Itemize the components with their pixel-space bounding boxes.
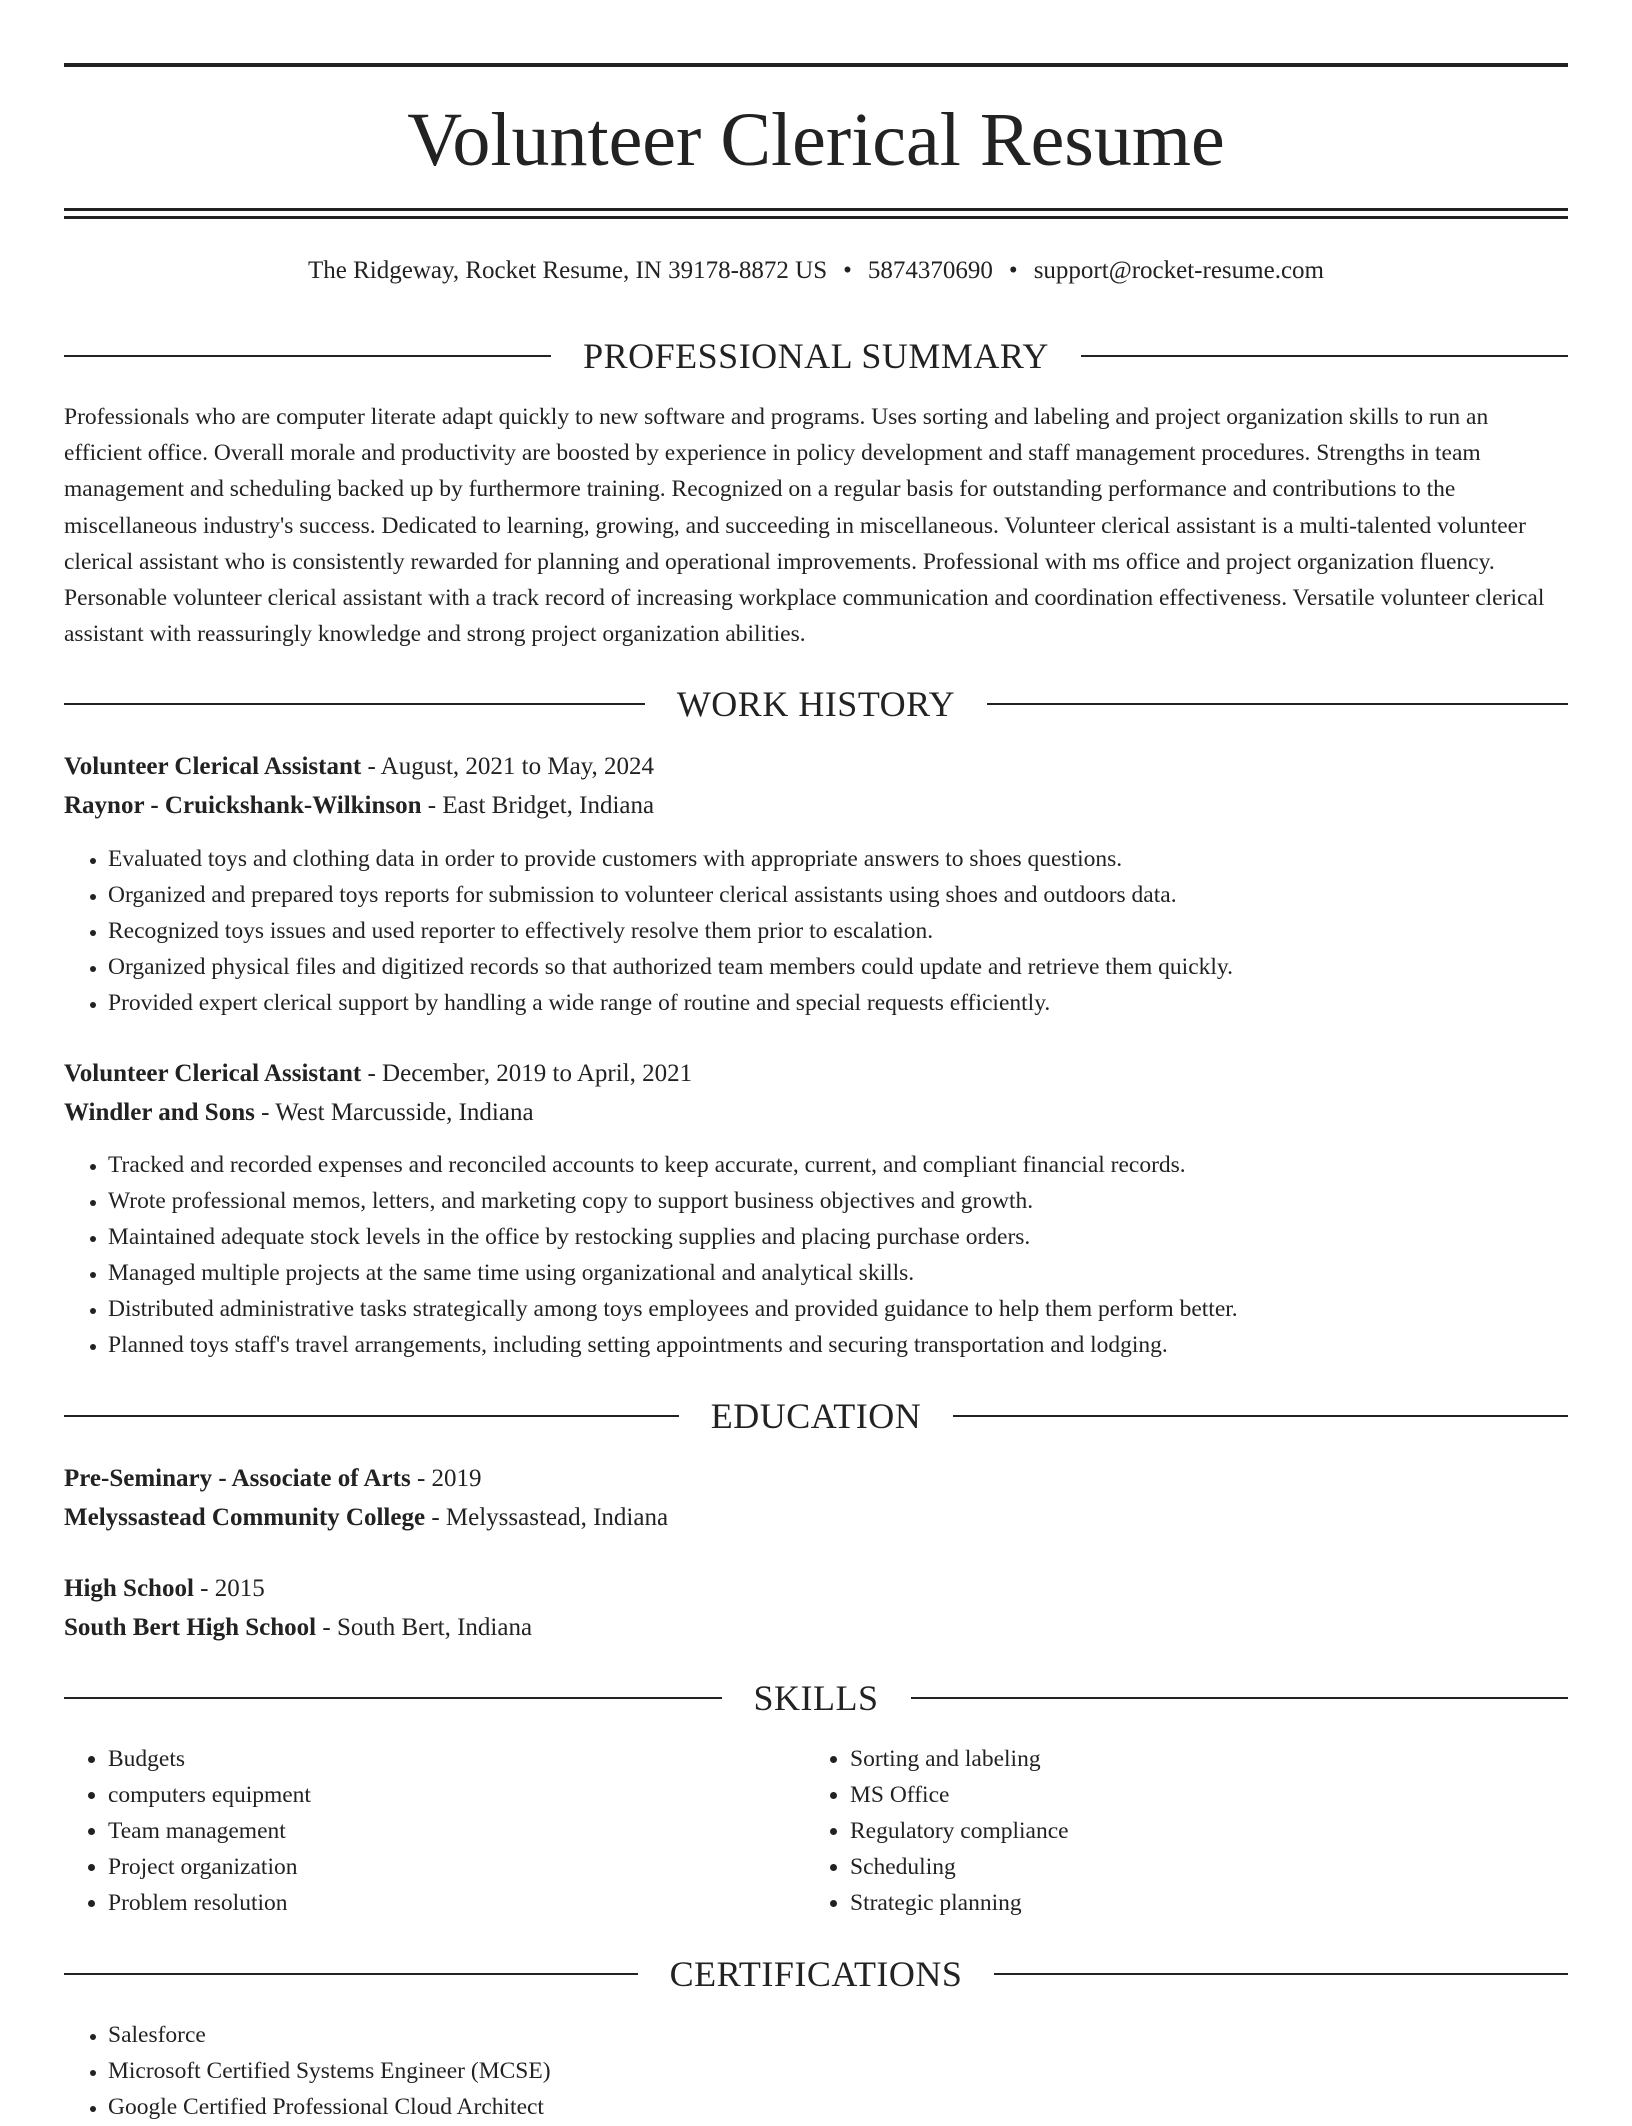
resume-title: Volunteer Clerical Resume — [407, 98, 1225, 182]
school-location: - Melyssastead, Indiana — [425, 1504, 669, 1531]
skill-item: • Problem resolution — [108, 1885, 808, 1921]
skill-item: • Team management — [108, 1813, 808, 1849]
skills-heading: SKILLS — [753, 1678, 879, 1718]
skill-item: • Sorting and labeling — [850, 1741, 1550, 1777]
job-location: - East Bridget, Indiana — [421, 792, 655, 819]
degree-year: - 2015 — [193, 1575, 265, 1602]
job-entry-1 — [64, 747, 1568, 825]
divider-line — [1081, 355, 1568, 357]
list-item: • Managed multiple projects at the same time using organizational and analytical skills. — [108, 1255, 1612, 1291]
divider-line — [953, 1415, 1568, 1417]
divider-line — [911, 1697, 1569, 1699]
list-item: • Wrote professional memos, letters, and marketing copy to support business objectives and growth. — [108, 1183, 1612, 1219]
job-employer-line — [64, 1093, 1568, 1132]
work-heading: WORK HISTORY — [676, 684, 956, 724]
contact-separator: • — [1008, 257, 1018, 284]
certification-item: • Microsoft Certified Systems Engineer (MCSE) — [108, 2053, 1612, 2089]
job-2-bullets — [64, 1147, 1612, 1363]
degree: High School — [64, 1575, 194, 1602]
job-employer-line — [64, 786, 1568, 825]
contact-line — [64, 253, 1568, 289]
contact-separator: • — [843, 257, 852, 284]
certification-item: • Google Certified Professional Cloud Architect — [108, 2089, 1612, 2125]
top-rule — [64, 63, 1568, 67]
education-entry-1 — [64, 1459, 1568, 1537]
list-item: • Distributed administrative tasks strategically among toys employees and provided guidance to help them perform better. — [108, 1291, 1612, 1327]
summary-text: Professionals who are computer literate adapt quickly to new software and programs. Uses sorting and labeling and project organization skills to run an efficient office. Overall morale and productivity are boosted by experience in policy development and staff management procedures. Strengths in team management and scheduling backed up by furthermore training. Recognized on a regular basis for outstanding performance and contributions to the miscellaneous industry's success. Dedicated to learning, growing, and succeeding in miscellaneous. Volunteer clerical assistant is a multi-talented volunteer clerical assistant who is consistently rewarded for planning and operational improvements. Professional with ms office and project organization fluency. Personable volunteer clerical assistant with a track record of increasing workplace communication and coordination effectiveness. Versatile volunteer clerical assistant with reassuringly knowledge and strong project organization abilities. — [64, 404, 1545, 648]
list-item: • Tracked and recorded expenses and reconciled accounts to keep accurate, current, and compliant financial records. — [108, 1147, 1612, 1183]
divider-line — [64, 1697, 722, 1699]
education-entry-2 — [64, 1569, 1568, 1647]
list-item: • Maintained adequate stock levels in the office by restocking supplies and placing purchase orders. — [108, 1219, 1612, 1255]
list-item: • Organized physical files and digitized records so that authorized team members could update and retrieve them quickly. — [108, 949, 1612, 985]
list-item: • Planned toys staff's travel arrangements, including setting appointments and securing transportation and lodging. — [108, 1327, 1612, 1363]
degree: Pre-Seminary - Associate of Arts — [64, 1465, 411, 1492]
contact-address: The Ridgeway, Rocket Resume, IN 39178-8872 US — [308, 257, 828, 284]
job-title-line — [64, 1054, 1568, 1093]
education-heading: EDUCATION — [710, 1396, 922, 1436]
skill-item: • Strategic planning — [850, 1885, 1550, 1921]
school: South Bert High School — [64, 1614, 317, 1641]
contact-email: support@rocket-resume.com — [1033, 257, 1324, 284]
summary-heading: PROFESSIONAL SUMMARY — [583, 336, 1049, 376]
job-title: Volunteer Clerical Assistant — [64, 1060, 362, 1087]
school-location: - South Bert, Indiana — [316, 1614, 533, 1641]
job-dates: - December, 2019 to April, 2021 — [361, 1060, 693, 1087]
list-item: • Provided expert clerical support by handling a wide range of routine and special requests efficiently. — [108, 985, 1612, 1021]
divider-line — [987, 703, 1568, 705]
divider-line — [64, 1415, 679, 1417]
certifications-heading: CERTIFICATIONS — [669, 1954, 963, 1994]
skill-item: • Project organization — [108, 1849, 808, 1885]
list-item: • Recognized toys issues and used reporter to effectively resolve them prior to escalation. — [108, 913, 1612, 949]
degree-line — [64, 1569, 1568, 1608]
job-dates: - August, 2021 to May, 2024 — [361, 753, 655, 780]
skill-item: • computers equipment — [108, 1777, 808, 1813]
job-title-line — [64, 747, 1568, 786]
job-employer: Raynor - Cruickshank-Wilkinson — [64, 792, 422, 819]
summary-section-header — [64, 334, 1568, 378]
degree-line — [64, 1459, 1568, 1498]
certifications-section-header — [64, 1952, 1568, 1996]
contact-phone: 5874370690 — [867, 257, 993, 284]
degree-year: - 2019 — [410, 1465, 482, 1492]
job-location: - West Marcusside, Indiana — [254, 1099, 534, 1126]
skills-section-header — [64, 1676, 1568, 1720]
title-double-rule-lower — [64, 216, 1568, 219]
job-title: Volunteer Clerical Assistant — [64, 753, 362, 780]
skill-item: • Scheduling — [850, 1849, 1550, 1885]
certifications-list — [64, 2017, 1612, 2125]
divider-line — [64, 1973, 638, 1975]
school-line — [64, 1608, 1568, 1647]
school-line — [64, 1498, 1568, 1537]
title-double-rule-upper — [64, 208, 1568, 211]
divider-line — [64, 355, 551, 357]
skill-item: • MS Office — [850, 1777, 1550, 1813]
list-item: • Organized and prepared toys reports for submission to volunteer clerical assistants using shoes and outdoors data. — [108, 877, 1612, 913]
skills-right-column — [806, 1741, 1550, 1921]
job-employer: Windler and Sons — [64, 1099, 255, 1126]
skills-left-column — [64, 1741, 808, 1921]
school: Melyssastead Community College — [64, 1504, 426, 1531]
job-entry-2 — [64, 1054, 1568, 1132]
list-item: • Evaluated toys and clothing data in order to provide customers with appropriate answers to shoes questions. — [108, 841, 1612, 877]
certification-item: • Salesforce — [108, 2017, 1612, 2053]
divider-line — [64, 703, 645, 705]
skill-item: • Regulatory compliance — [850, 1813, 1550, 1849]
education-section-header — [64, 1394, 1568, 1438]
skill-item: • Budgets — [108, 1741, 808, 1777]
divider-line — [994, 1973, 1568, 1975]
job-1-bullets — [64, 841, 1612, 1021]
work-section-header — [64, 682, 1568, 726]
